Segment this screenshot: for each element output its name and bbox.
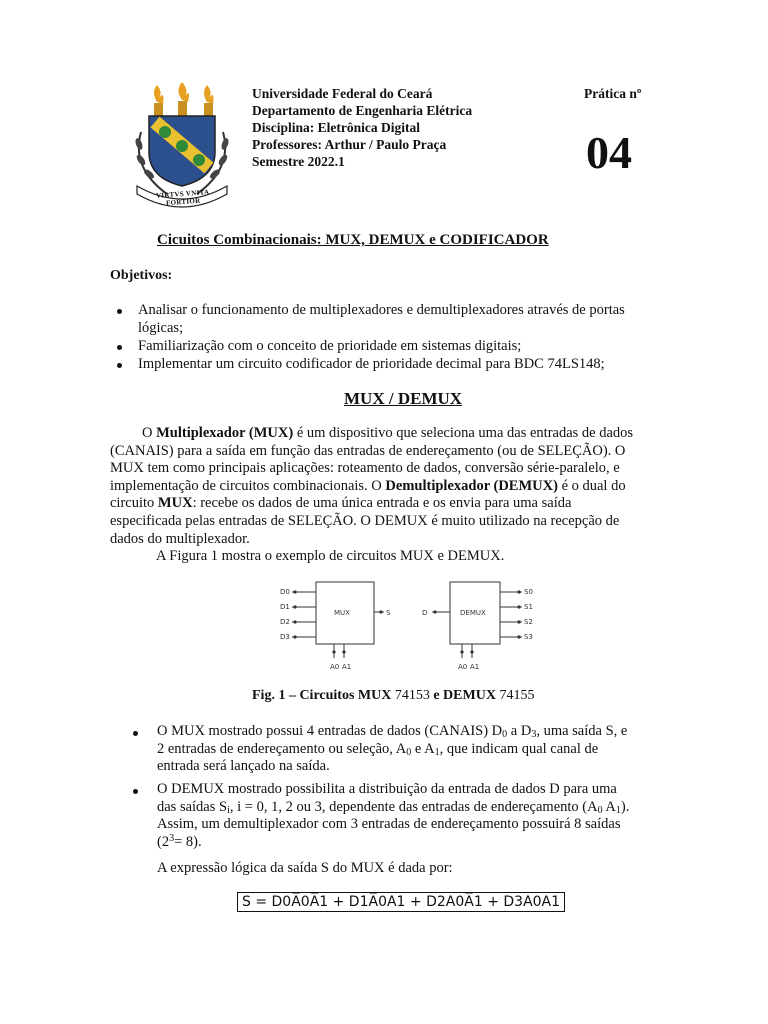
demux-output-s2: S2	[524, 618, 533, 626]
demux-select-a1: A1	[470, 663, 480, 671]
demux-output-s1: S1	[524, 603, 533, 611]
para-line: (CANAIS) para a saída em função das entradas de endereçamento (ou de SELEÇÃO). O	[110, 442, 626, 459]
bullet-dot	[133, 789, 138, 794]
bullet-line: das saídas $S_i$, i = 0, 1, 2 ou 3, dependente das entradas de endereçamento ($A_0$ $A_1$).	[157, 798, 630, 816]
header-university: Universidade Federal do Ceará	[252, 86, 433, 101]
header-department: Departamento de Engenharia Elétrica	[252, 103, 473, 118]
bullet-demux-description	[157, 781, 658, 851]
torch-icon	[154, 82, 214, 117]
demux-label: DEMUX	[460, 609, 486, 617]
header-professors: Professores: Arthur / Paulo Praça	[252, 137, 447, 152]
bullet-dot	[117, 309, 122, 314]
mux-equation	[237, 892, 565, 912]
objective-item-1: Analisar o funcionamento de multiplexadores e demultiplexadores através de portas	[138, 302, 625, 318]
bullet-line: 2 entradas de endereçamento ou seleção, $A_0$ e $A_1$, que indicam qual canal de	[157, 740, 599, 758]
mux-label: MUX	[334, 609, 350, 617]
demux-output-s0: S0	[524, 588, 533, 596]
bullet-line: O DEMUX mostrado possibilita a distribuição da entrada de dados D para uma	[157, 781, 617, 797]
header-discipline: Disciplina: Eletrônica Digital	[252, 120, 420, 135]
university-seal	[127, 82, 237, 214]
objective-item-3: Implementar um circuito codificador de prioridade decimal para BDC 74LS148;	[138, 356, 605, 372]
para-line: A Figura 1 mostra o exemplo de circuitos MUX e DEMUX.	[156, 548, 505, 565]
mux-input-d1: D1	[280, 603, 290, 611]
expression-intro: A expressão lógica da saída S do MUX é dada por:	[157, 860, 453, 876]
bullet-mux-description	[157, 723, 658, 776]
mux-select-a0: A0	[330, 663, 340, 671]
bullet-dot	[117, 345, 122, 350]
objectives-heading: Objetivos:	[110, 268, 173, 283]
para-line: dados do multiplexador.	[110, 530, 250, 547]
bullet-line: Assim, um demultiplexador com 3 entradas de endereçamento possuirá 8 saídas	[157, 816, 621, 833]
intro-paragraph	[110, 425, 658, 566]
figure-caption: Fig. 1 – Circuitos MUX 74153 e DEMUX 74155	[252, 688, 535, 703]
header-semester: Semestre 2022.1	[252, 154, 345, 169]
practice-number: 04	[586, 127, 632, 178]
para-line: MUX tem como principais aplicações: roteamento de dados, conversão série-paralelo, e	[110, 460, 620, 477]
para-line: O Multiplexador (MUX) é um dispositivo que seleciona uma das entradas de dados	[142, 425, 634, 441]
practice-label: Prática nº	[584, 86, 642, 101]
bullet-line: entrada será lançado na saída.	[157, 758, 330, 775]
demux-output-s3: S3	[524, 633, 533, 641]
mux-output-s: S	[386, 609, 391, 617]
bullet-line: $(2^3= 8)$.	[157, 832, 202, 850]
objective-item-1-cont: lógicas;	[138, 320, 184, 336]
para-line: circuito MUX: recebe os dados de uma única entrada e os envia para uma saída	[110, 495, 572, 512]
document-title: Cicuitos Combinacionais: MUX, DEMUX e CODIFICADOR	[157, 232, 549, 248]
bullet-dot	[117, 363, 122, 368]
para-line: especificada pelas entradas de SELEÇÃO. O DEMUX é muito utilizado na recepção de	[110, 512, 620, 529]
figure-diagram	[270, 576, 550, 676]
para-line: implementação de circuitos combinacionais. O Demultiplexador (DEMUX) é o dual do	[110, 477, 626, 494]
mux-input-d3: D3	[280, 633, 290, 641]
section-title: MUX / DEMUX	[344, 389, 463, 408]
seal-motto: VIRTVS VNITA FORTIOR	[155, 188, 210, 208]
mux-input-d0: D0	[280, 588, 290, 596]
mux-input-d2: D2	[280, 618, 290, 626]
demux-select-a0: A0	[458, 663, 468, 671]
bullet-line: O MUX mostrado possui 4 entradas de dados (CANAIS) $D_0$ a $D_3$, uma saída S, e	[157, 723, 628, 740]
mux-select-a1: A1	[342, 663, 352, 671]
equation-text: S = D0A̅0A̅1 + D1A̅0A1 + D2A0A̅1 + D3A0A1	[242, 894, 561, 910]
bullet-dot	[133, 731, 138, 736]
figure-mux-demux	[270, 576, 550, 676]
demux-input-d: D	[422, 609, 428, 617]
objective-item-2: Familiarização com o conceito de prioridade em sistemas digitais;	[138, 338, 522, 354]
